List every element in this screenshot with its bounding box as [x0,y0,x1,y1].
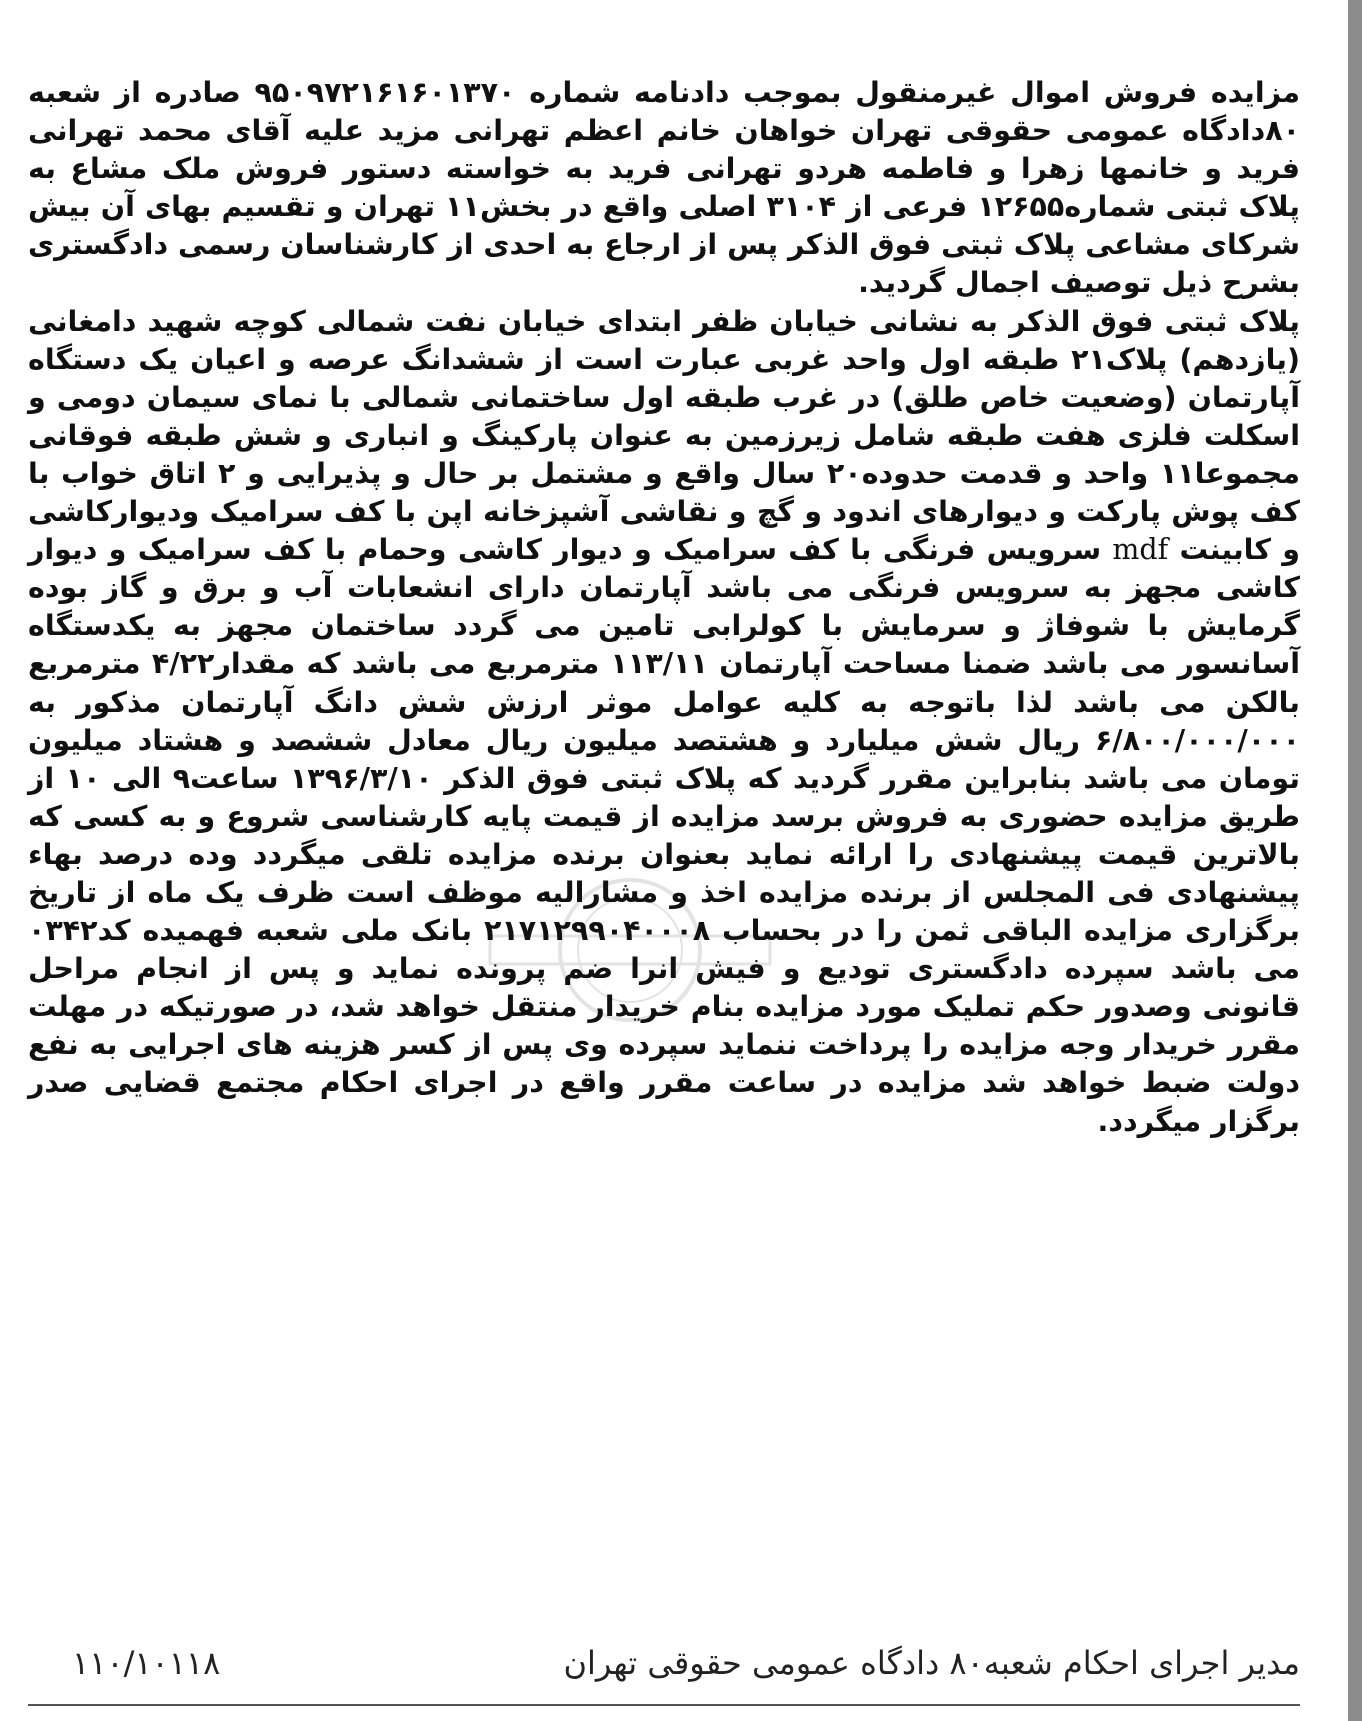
notice-details-latin-term: mdf [1112,533,1169,567]
bottom-divider [28,1704,1300,1706]
page-right-border [1348,0,1362,1721]
notice-footer [28,1640,1300,1686]
notice-code-number: ۱۱۰/۱۰۱۱۸ [72,1644,221,1682]
notice-paragraph-details [28,303,1300,1141]
issuer-signature: مدیر اجرای احکام شعبه۸۰ دادگاه عمومی حقوقی تهران [563,1644,1300,1682]
notice-details-part-1: پلاک ثبتی فوق الذکر به نشانی خیابان ظفر ابتدای خیابان نفت شمالی کوچه شهید دامغانی (یازدهم) پلاک۲۱ طبقه اول واحد غربی عبارت است از ششدانگ عرصه و اعیان یک دستگاه آپارتمان (وضعیت خاص طلق) در غرب طبقه اول ساختمانی شمالی با نمای سیمان دومی و اسکلت فلزی هفت طبقه شامل زیرزمین به عنوان پارکینگ و انباری و شش طبقه فوقانی مجموعا۱۱ واحد و قدمت حدوده۲۰ سال واقع و مشتمل بر حال و پذیرایی و ۲ اتاق خواب با کف پوش پارکت و دیوارهای اندود و گچ و نقاشی آشپزخانه اپن با کف سرامیک ودیوارکاشی و کابینت [28,304,1301,567]
notice-details-part-2: سرویس فرنگی با کف سرامیک و دیوار کاشی وحمام با کف سرامیک و دیوار کاشی مجهز به سرویس فرنگی می باشد آپارتمان دارای انشعابات آب و برق و گاز بوده گرمایش با شوفاژ و سرمایش با کولرابی تامین می گردد ساختمان مجهز به یکدستگاه آسانسور می باشد ضمنا مساحت آپارتمان ۱۱۳/۱۱ مترمربع می باشد که مقدار۴/۲۲ مترمربع بالکن می باشد لذا باتوجه به کلیه عوامل موثر ارزش شش دانگ آپارتمان مذکور به ۶/۸۰۰/۰۰۰/۰۰۰ ریال شش میلیارد و هشتصد میلیون ریال معادل ششصد و هشتاد میلیون تومان می باشد بنابراین مقرر گردید که پلاک ثبتی فوق الذکر ۱۳۹۶/۳/۱۰ ساعت۹ الی ۱۰ از طریق مزایده حضوری به فروش برسد مزایده از قیمت پایه کارشناسی شروع و به کسی که بالاترین قیمت پیشنهادی را ارائه نماید بعنوان برنده مزایده تلقی میگردد وده درصد بهاء پیشنهادی فی المجلس از برنده مزایده اخذ و مشارالیه موظف است ظرف یک ماه از تاریخ برگزاری مزایده الباقی ثمن را در بحساب ۲۱۷۱۲۹۹۰۴۰۰۰۸ بانک ملی شعبه فهمیده کد۰۳۴۲ می باشد سپرده دادگستری تودیع و فیش انرا ضم پرونده نماید و پس از انجام مراحل قانونی وصدور حکم تملیک مورد مزایده بنام خریدار منتقل خواهد شد، در صورتیکه در مهلت مقرر خریدار وجه مزایده را پرداخت ننماید سپرده وی پس از کسر هزینه های اجرایی به نفع دولت ضبط خواهد شد مزایده در ساعت مقرر واقع در اجرای احکام مجتمع قضایی صدر برگزار میگردد. [28,533,1300,1138]
auction-notice-body [28,74,1300,1141]
notice-paragraph-intro: مزایده فروش اموال غیرمنقول بموجب دادنامه شماره ۹۵۰۹۷۲۱۶۱۶۰۱۳۷۰ صادره از شعبه ۸۰دادگاه عمومی حقوقی تهران خواهان خانم اعظم تهرانی مزید علیه آقای محمد تهرانی فرید و خانمها زهرا و فاطمه هردو تهرانی فرید به خواسته دستور فروش ملک مشاع به پلاک ثبتی شماره۱۲۶۵۵ فرعی از ۳۱۰۴ اصلی واقع در بخش۱۱ تهران و تقسیم بهای آن بیش شرکای مشاعی پلاک ثبتی فوق الذکر پس از ارجاع به احدی از کارشناسان رسمی دادگستری بشرح ذیل توصیف اجمال گردید. [28,76,1301,300]
